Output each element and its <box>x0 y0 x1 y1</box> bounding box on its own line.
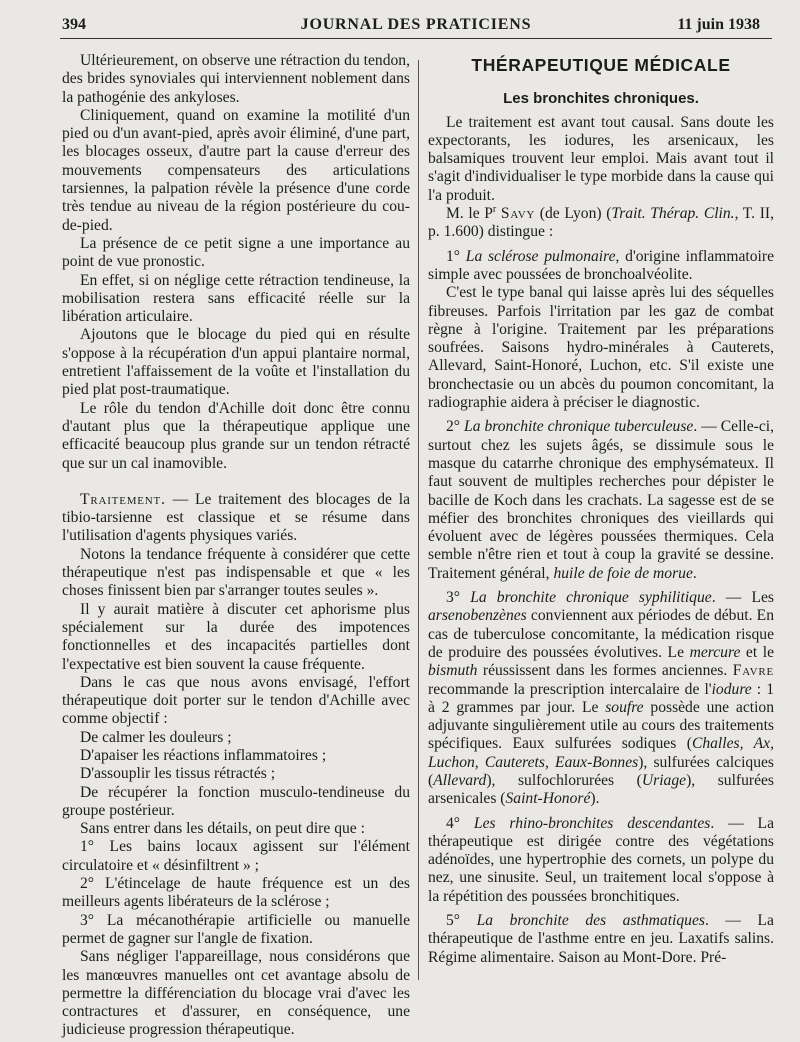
item-number: 4° <box>446 814 474 832</box>
page-number: 394 <box>62 16 86 33</box>
paragraph: Notons la tendance fréquente à considérer que cette thérapeutique n'est pas indispensable et que « les choses finissent bien par s'arranger toutes seules ». <box>62 545 410 600</box>
text-span: ), sulfurées arsenicales ( <box>428 771 775 808</box>
item-title: La sclérose pulmonaire <box>465 247 616 265</box>
text-span: . — La thérapeutique de l'asthme entre en jeu. Laxatifs salins. Régime alimentaire. Saison au Mont-Dore. Pré- <box>428 912 774 966</box>
column-divider <box>418 60 419 980</box>
paragraph: La présence de ce petit signe a une importance au point de vue pronostic. <box>62 234 410 271</box>
text-span: ), sulfochlorurées ( <box>486 771 642 789</box>
text-span: recommande la prescription intercalaire de l' <box>428 680 712 698</box>
paragraph: Dans le cas que nous avons envisagé, l'effort thérapeutique doit porter sur le tendon d'Achille avec comme objectif : <box>62 673 410 728</box>
list-item: De récupérer la fonction musculo-tendineuse du groupe postérieur. <box>62 783 410 819</box>
text-span: et le <box>740 643 774 661</box>
paragraph: C'est le type banal qui laisse après lui des séquelles fibreuses. Parfois l'irritation par les gaz de combat règne à l'origine. Traitement par les préparations soufrées. Saisons hydro-minérales à Cauterets, Allevard, Saint-Honoré, Luchon, etc. S'il existe une bronchectasie ou un abcès du poumon concomitant, la radiographie aidera à préciser le diagnostic. <box>428 284 774 412</box>
section-title: THÉRAPEUTIQUE MÉDICALE <box>471 55 731 75</box>
paragraph-traitement <box>62 491 410 546</box>
text-span: , d'origine inflammatoire simple avec poussées de bronchoalvéolite. <box>428 247 774 283</box>
issue-date: 11 juin 1938 <box>677 16 760 33</box>
author-name: Favre <box>732 662 774 680</box>
italic-term: arsenobenzènes <box>428 607 527 625</box>
text-span: . — La thérapeutique est dirigée contre des végétations adénoïdes, une hypertrophie des cornets, un polype du nez, une sinusite. Seul, un traitement local s'oppose à la répétition des poussées bronchitiques. <box>428 814 774 905</box>
item-1 <box>428 248 774 285</box>
text-span: ). <box>590 790 600 808</box>
item-number: 1° <box>446 247 466 265</box>
item-title: La bronchite chronique tuberculeuse <box>464 418 694 436</box>
item-3 <box>428 589 774 809</box>
text-span: conviennent aux périodes de début. En cas de tuberculose concomitante, la médication risque de produire des poussées évolutives. Le <box>428 607 774 661</box>
text-span: possède une action adjuvante singulièrement utile au cours des traitements spécifiques. Eaux sulfurées sodiques ( <box>428 698 774 753</box>
left-column <box>62 52 410 1040</box>
paragraph: Cliniquement, quand on examine la motilité d'un pied ou d'un avant-pied, après avoir éliminé, d'une part, les blocages osseux, d'autre part la cause d'erreur des mouvements compensateurs des articulations tarsiennes, la palpation révèle la présence d'une corde très tendue au niveau de la région postérieure du cou-de-pied. <box>62 106 410 234</box>
italic-term: mercure <box>689 643 741 661</box>
item-number: 5° <box>446 912 477 930</box>
italic-term: Challes, Ax, Luchon, Cauterets, Eaux-Bonnes <box>428 735 774 771</box>
item-4 <box>428 815 774 906</box>
item-title: La bronchite chronique syphilitique <box>470 589 712 607</box>
item-2 <box>428 418 774 583</box>
reference-title: Trait. Thérap. Clin. <box>611 205 735 223</box>
list-item: D'assouplir les tissus rétractés ; <box>80 765 276 783</box>
text-span: , T. II, p. 1.600) distingue : <box>428 205 774 241</box>
paragraph: Le traitement est avant tout causal. Sans doute les expectorants, les iodures, les arsenicaux, les balsamiques trouvent leur emploi. Mais avant tout il s'agit d'individualiser le type morbide dans la cause qui l'a produit. <box>428 113 774 204</box>
paragraph: Ultérieurement, on observe une rétraction du tendon, des brides synoviales qui interviennent noblement dans la pathogénie des ankyloses. <box>62 52 410 106</box>
italic-term: bismuth <box>428 662 478 680</box>
item-number: 2° <box>446 418 465 436</box>
italic-term: iodure <box>711 680 752 698</box>
numbered-item: 3° La mécanothérapie artificielle ou manuelle permet de gagner sur l'angle de fixation. <box>62 911 410 947</box>
item-5 <box>428 912 774 967</box>
paragraph: En effet, si on néglige cette rétraction tendineuse, la mobilisation restera sans efficacité réelle sur la libération articulaire. <box>62 271 410 326</box>
italic-term: soufre <box>605 698 644 716</box>
text-span: : 1 à 2 grammes par jour. Le <box>428 680 774 716</box>
list-item: De calmer les douleurs ; <box>80 728 232 746</box>
text-span: . <box>692 564 697 582</box>
item-number: 3° <box>446 589 471 607</box>
text-span: (de Lyon) ( <box>535 205 612 223</box>
journal-title: JOURNAL DES PRATICIENS <box>300 16 532 33</box>
header-rule <box>60 38 772 39</box>
italic-term: Uriage <box>641 771 687 789</box>
italic-term: Saint-Honoré <box>505 790 591 808</box>
text-span: réussissent dans les formes anciennes. <box>477 662 733 680</box>
paragraph: Ajoutons que le blocage du pied qui en résulte s'oppose à la récupération d'un appui plantaire normal, entretient l'affaissement de la voûte et l'installation du pied plat post-traumatique. <box>62 326 410 399</box>
paragraph: Le rôle du tendon d'Achille doit donc être connu d'autant plus que la thérapeutique applique une efficacité beaucoup plus grande sur un tendon rétracté que sur un cal inamovible. <box>62 399 410 472</box>
text-span: . — Celle-ci, surtout chez les sujets âgés, se dissimule sous le masque du catarrhe chronique des emphysémateux. Il faut souvent de multiples recherches pour dépister le bacille de Koch dans les crachats. La sagesse est de se méfier des bronchites chroniques des vieillards qui évoluent avec de légères poussées thermiques. Cela semble n'être rien et tout à coup la gravité se dessine. Traitement général, <box>428 418 775 582</box>
article-title: Les bronchites chroniques. <box>503 90 699 108</box>
page-header <box>60 14 772 36</box>
paragraph: Il y aurait matière à discuter cet aphorisme plus spécialement sur la durée des impotences fonctionnelles et des incapacités partielles dont l'expectative est bien souvent la cause fréquente. <box>62 600 410 673</box>
item-title: Les rhino-bronchites descendantes <box>473 814 711 832</box>
traitement-label: Traitement. <box>80 490 166 508</box>
item-title: La bronchite des asthmatiques <box>476 912 705 930</box>
paragraph: Sans entrer dans les détails, on peut dire que : <box>80 820 365 838</box>
italic-term: huile de foie de morue <box>553 564 693 582</box>
numbered-item: 1° Les bains locaux agissent sur l'élément circulatoire et « désinfiltrent » ; <box>62 838 410 874</box>
right-column <box>428 54 774 967</box>
italic-term: Allevard <box>433 771 487 789</box>
superscript: r <box>492 203 497 215</box>
text-span: M. le P <box>446 205 493 223</box>
text-span: . — Les <box>711 589 775 607</box>
list-item: D'apaiser les réactions inflammatoires ; <box>80 746 327 764</box>
paragraph: Sans négliger l'appareillage, nous considérons que les manœuvres manuelles ont cet avantage absolu de permettre la différenciation du blocage vrai d'avec les contractures et d'assurer, en conséquence, une judicieuse progression thérapeutique. <box>62 948 410 1039</box>
numbered-item: 2° L'étincelage de haute fréquence est un des meilleurs agents libérateurs de la sclérose ; <box>62 875 410 911</box>
traitement-text: — Le traitement des blocages de la tibio-tarsienne est classique et se résume dans l'utilisation d'agents physiques variés. <box>62 490 410 545</box>
text-span: ), sulfurées calciques ( <box>428 753 774 789</box>
author-name: Savy <box>500 205 536 223</box>
paragraph-reference <box>428 205 774 242</box>
